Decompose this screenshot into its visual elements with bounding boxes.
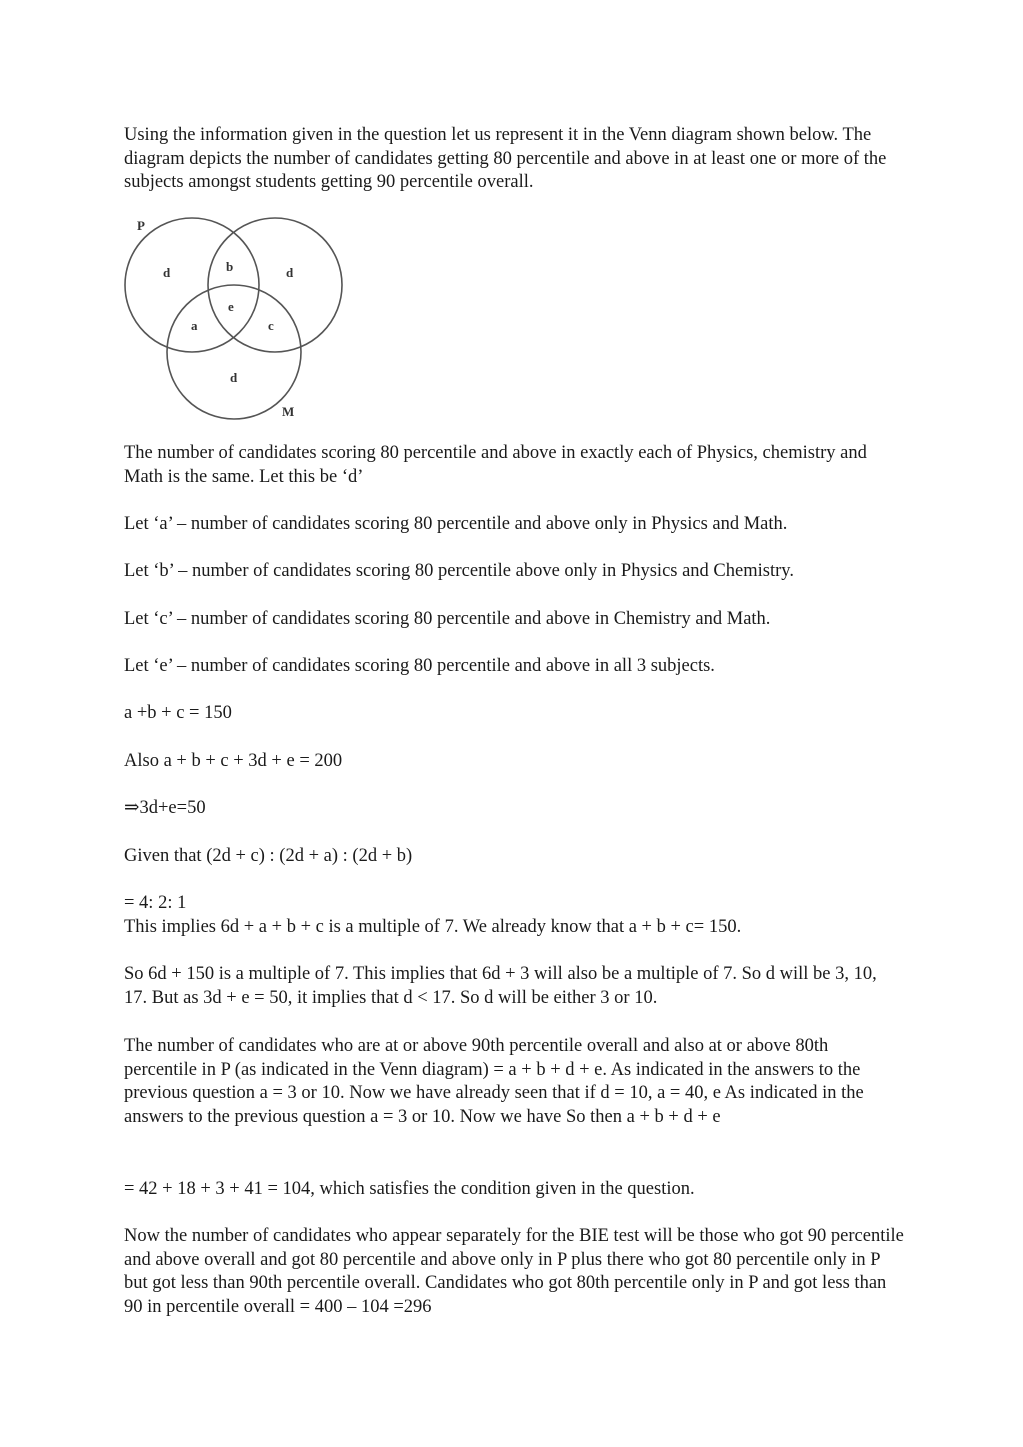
ratio-values [124, 892, 904, 939]
paragraph-text: = 42 + 18 + 3 + 41 = 104, which satisfies the condition given in the question. [124, 1179, 695, 1199]
paragraph-text: Let ‘b’ – number of candidates scoring 80 percentile above only in Physics and Chemistry. [124, 561, 794, 581]
equation-2 [124, 750, 904, 774]
paragraph-text: The number of candidates who are at or above 90th percentile overall and also at or above 80th percentile in P (as indicated in the Venn diagram) = a + b + d + e. As indicated in the answers to the previous question a = 3 or 10. Now we have already seen that if d = 10, a = 40, e As indicated in the answers to the previous question a = 3 or 10. Now we have So then a + b + d + e [124, 1036, 864, 1127]
intro-text: Using the information given in the question let us represent it in the Venn diagram shown below. The diagram depicts the number of candidates getting 80 percentile and above in at least one or more of the subjects amongst students getting 90 percentile overall. [124, 125, 887, 193]
paragraph-bie-test [124, 1225, 904, 1319]
paragraph-text: Let ‘c’ – number of candidates scoring 80 percentile and above in Chemistry and Math. [124, 609, 771, 629]
paragraph-text: Let ‘e’ – number of candidates scoring 80 percentile and above in all 3 subjects. [124, 656, 715, 676]
equation-text: a +b + c = 150 [124, 703, 232, 723]
paragraph-text: So 6d + 150 is a multiple of 7. This implies that 6d + 3 will also be a multiple of 7. So d will be 3, 10, 17. But as 3d + e = 50, it implies that d < 17. So d will be either 3 or 10. [124, 964, 877, 1008]
paragraph-d-definition [124, 442, 904, 489]
paragraph-c-definition [124, 608, 904, 632]
paragraph-text: This implies 6d + a + b + c is a multiple of 7. We already know that a + b + c= 150. [124, 916, 742, 937]
paragraph-sum [124, 1178, 904, 1202]
venn-label-p: P [137, 218, 145, 233]
paragraph-text: Now the number of candidates who appear separately for the BIE test will be those who got 90 percentile and above overall and got 80 percentile and above only in P plus there who got 80 percentile only in P but got less than 90th percentile overall. Candidates who got 80th percentile only in P and got less than 90 in percentile overall = 400 – 104 =296 [124, 1226, 904, 1317]
paragraph-e-definition [124, 655, 904, 679]
paragraph-b-definition [124, 560, 904, 584]
venn-region-all: e [228, 299, 234, 314]
paragraph-multiple-of-7 [124, 963, 904, 1010]
equation-text: ⇒3d+e=50 [124, 798, 206, 818]
paragraph-text: The number of candidates scoring 80 percentile and above in exactly each of Physics, chemistry and Math is the same. Let this be ‘d’ [124, 443, 867, 487]
venn-region-pc: b [226, 259, 234, 274]
ratio-statement [124, 845, 904, 869]
venn-diagram [116, 212, 352, 428]
venn-region-m-only: d [230, 370, 238, 385]
venn-region-cm: c [268, 318, 274, 333]
venn-region-pm: a [191, 318, 198, 333]
venn-region-c-only: d [286, 265, 294, 280]
intro-paragraph [124, 124, 904, 195]
equation-1 [124, 702, 904, 726]
paragraph-text: Let ‘a’ – number of candidates scoring 80 percentile and above only in Physics and Math. [124, 514, 788, 534]
paragraph-text: = 4: 2: 1 [124, 893, 187, 913]
venn-region-p-only: d [163, 265, 171, 280]
venn-label-m: M [282, 404, 295, 419]
paragraph-candidates-p [124, 1035, 904, 1129]
paragraph-text: Given that (2d + c) : (2d + a) : (2d + b) [124, 846, 413, 866]
equation-3 [124, 797, 904, 821]
paragraph-a-definition [124, 513, 904, 537]
equation-text: Also a + b + c + 3d + e = 200 [124, 751, 343, 771]
